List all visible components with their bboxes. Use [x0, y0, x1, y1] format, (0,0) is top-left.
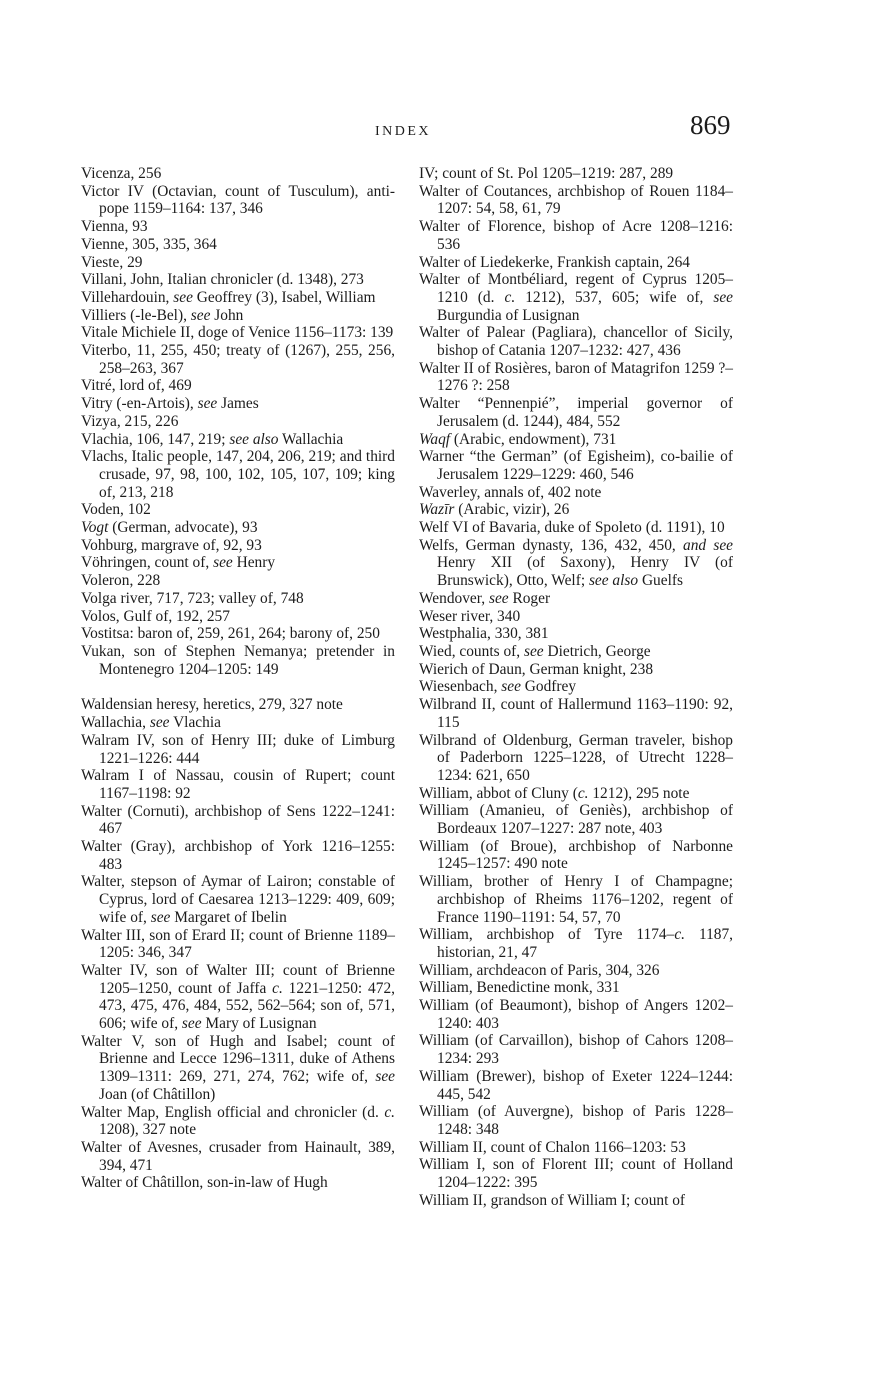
index-entry-text: Vostitsa: baron of, 259, 261, 264; barony of, 250 [81, 625, 380, 643]
index-entry [419, 962, 733, 980]
index-entry-text: Vitale Michiele II, doge of Venice 1156–1173: 139 [81, 324, 394, 342]
index-entry [81, 431, 395, 449]
index-entry [81, 395, 395, 413]
index-entry [81, 413, 395, 431]
index-entry-text: Walter (Gray), archbishop of York 1216–1255: 483 [81, 838, 395, 873]
index-entry [419, 484, 733, 502]
index-entry [81, 1139, 395, 1174]
index-entry-text: Walter, stepson of Aymar of Lairon; constable of Cyprus, lord of Caesarea 1213–1229: 409, 609; wife of, [81, 873, 395, 926]
index-entry [419, 1068, 733, 1103]
index-entry-italic-text: c. [674, 926, 686, 944]
index-entry-text: Wendover, [419, 589, 489, 607]
index-entry [419, 431, 733, 449]
index-column-right [419, 165, 733, 1209]
index-entry [81, 1033, 395, 1104]
index-entry [81, 289, 395, 307]
index-entry-text: Viterbo, 11, 255, 450; treaty of (1267), 255, 256, 258–263, 367 [81, 342, 395, 377]
index-entry-italic-text: see [149, 714, 170, 732]
index-entry [81, 236, 395, 254]
index-entry [419, 997, 733, 1032]
index-entry [419, 785, 733, 803]
index-entry-text: Roger [508, 589, 551, 607]
index-entry-text: William I, son of Florent III; count of Holland 1204–1222: 395 [419, 1156, 733, 1192]
index-entry-text: William (of Carvaillon), bishop of Cahors 1208–1234: 293 [419, 1032, 733, 1068]
index-entry-text: Villani, John, Italian chronicler (d. 1348), 273 [81, 271, 364, 289]
index-entry [81, 271, 395, 289]
index-entry [81, 254, 395, 272]
index-entry [419, 183, 733, 218]
index-entry [81, 590, 395, 608]
index-entry-text: 1212), 295 note [588, 784, 690, 802]
index-entry [81, 767, 395, 802]
index-entry-text: William, archbishop of Tyre 1174– [419, 926, 675, 944]
index-entry-text: William, archdeacon of Paris, 304, 326 [419, 961, 660, 979]
index-entry [81, 714, 395, 732]
index-entry [81, 572, 395, 590]
index-entry-text: Waldensian heresy, heretics, 279, 327 note [81, 696, 343, 714]
index-entry-text: Geoffrey (3), Isabel, William [192, 288, 376, 306]
index-entry-text: Waverley, annals of, 402 note [419, 483, 602, 501]
index-entry-italic-text: see [523, 642, 544, 660]
index-entry-text: Westphalia, 330, 381 [419, 625, 549, 643]
index-entry-text: Henry [232, 554, 276, 572]
index-entry-text: Volos, Gulf of, 192, 257 [81, 607, 230, 625]
index-entry-text: Vlachia [169, 714, 221, 732]
index-entry-text: William II, count of Chalon 1166–1203: 53 [419, 1138, 686, 1156]
index-entry-text: Wilbrand II, count of Hallermund 1163–1190: 92, 115 [419, 696, 733, 731]
index-entry-italic-text: see [501, 678, 521, 696]
index-entry-text: Vizya, 215, 226 [81, 412, 179, 430]
index-entry-text: Weser river, 340 [419, 607, 521, 625]
index-entry-text: William (Amanieu, of Geniès), archbishop of Bordeaux 1207–1227: 287 note, 403 [419, 802, 733, 838]
index-entry-text: Vlachia, 106, 147, 219; [81, 430, 230, 448]
index-entry [81, 608, 395, 626]
index-entry [419, 696, 733, 731]
index-entry-italic-text: c. [577, 784, 589, 802]
index-entry [419, 979, 733, 997]
index-entry-text: Welf VI of Bavaria, duke of Spoleto (d. 1191), 10 [419, 519, 725, 537]
index-entry [419, 1032, 733, 1067]
index-entry [81, 537, 395, 555]
index-entry-text: Walter of Palear (Pagliara), chancellor of Sicily, bishop of Catania 1207–1232: 427, 436 [419, 324, 733, 360]
index-entry-text: Vienne, 305, 335, 364 [81, 235, 217, 253]
index-entry [419, 678, 733, 696]
index-entry [419, 395, 733, 430]
index-entry-italic-text: see [213, 554, 233, 572]
index-entry-text: Vohburg, margrave of, 92, 93 [81, 536, 262, 554]
index-entry-text: Walter of Avesnes, crusader from Hainault, 389, 394, 471 [81, 1138, 395, 1174]
index-entry-text: Vitré, lord of, 469 [81, 377, 192, 395]
index-entry-text: William II, grandson of William I; count of [419, 1191, 686, 1209]
index-entry [419, 360, 733, 395]
index-entry-text: Walter of Liedekerke, Frankish captain, 264 [419, 253, 690, 271]
index-entry [419, 271, 733, 324]
index-entry-text: Wilbrand of Oldenburg, German traveler, bishop of Paderborn 1225–1228, of Utrecht 1228–1234: 621, 650 [419, 731, 733, 784]
index-entry-text: Burgundia of Lusignan [437, 306, 580, 324]
index-entry-text: William, abbot of Cluny ( [419, 784, 578, 802]
index-entry [419, 838, 733, 873]
index-entry-italic-text: see [713, 288, 733, 306]
index-entry-text: Walter (Cornuti), archbishop of Sens 1222–1241: 467 [81, 802, 395, 838]
index-entry-text: 1208), 327 note [99, 1121, 197, 1139]
index-entry [81, 873, 395, 926]
index-entry [81, 324, 395, 342]
index-entry [81, 803, 395, 838]
index-entry [81, 962, 395, 1033]
index-entry-italic-text: see [173, 288, 193, 306]
index-entry [81, 696, 395, 714]
index-entry [81, 927, 395, 962]
index-entry-italic-text: Waqf [419, 430, 451, 448]
index-entry [419, 625, 733, 643]
index-entry [419, 537, 733, 590]
index-entry [419, 165, 733, 183]
index-entry-text: Wallachia, [81, 714, 150, 732]
index-entry-text: Vöhringen, count of, [81, 554, 214, 572]
index-entry-text: Walter “Pennenpié”, imperial governor of Jerusalem (d. 1244), 484, 552 [419, 395, 733, 430]
index-entry-text: William, brother of Henry I of Champagne; archbishop of Rheims 1176–1202, regent of France 1190–1191: 54, 57, 70 [419, 873, 733, 926]
index-entry-italic-text: c. [384, 1103, 395, 1121]
index-entry [419, 501, 733, 519]
index-entry-text: Vienna, 93 [81, 218, 148, 236]
index-entry [419, 608, 733, 626]
index-entry-text: William (of Broue), archbishop of Narbonne 1245–1257: 490 note [419, 837, 733, 873]
index-entry-text: Voleron, 228 [81, 572, 161, 590]
index-entry-text: Wallachia [278, 430, 344, 448]
index-entry-text: IV; count of St. Pol 1205–1219: 287, 289 [419, 165, 674, 182]
index-entry-text: Henry XII (of Saxony), Henry IV (of Brunswick), Otto, Welf; [437, 554, 733, 590]
index-entry-text: Victor IV (Octavian, count of Tusculum), anti-pope 1159–1164: 137, 346 [81, 182, 395, 218]
index-entry-text: 1187, historian, 21, 47 [437, 926, 733, 961]
index-entry-text: Walter of Florence, bishop of Acre 1208–1216: 536 [419, 218, 733, 253]
index-entry [81, 377, 395, 395]
index-entry [81, 307, 395, 325]
index-entry-italic-text: c. [272, 979, 283, 997]
index-entry [419, 661, 733, 679]
index-entry-italic-text: see [375, 1068, 395, 1086]
index-entry-text: Godfrey [520, 678, 577, 696]
index-entry-text: Wied, counts of, [419, 642, 524, 660]
index-entry [81, 218, 395, 236]
index-entry-text: Welfs, German dynasty, 136, 432, 450, [419, 536, 683, 554]
index-entry-italic-text: see [190, 306, 211, 324]
index-entry [419, 643, 733, 661]
index-entry-text: (German, advocate), 93 [108, 519, 258, 537]
index-entry-text: Walter Map, English official and chronicler (d. [81, 1103, 385, 1121]
index-entry-text: Margaret of Ibelin [170, 908, 287, 926]
index-entry-text: Vitry (-en-Artois), [81, 395, 198, 413]
index-entry [81, 643, 395, 678]
running-head: INDEX [375, 124, 432, 139]
index-entry [419, 218, 733, 253]
index-entry [81, 342, 395, 377]
index-entry [419, 519, 733, 537]
index-entry-text: James [217, 395, 259, 413]
index-entry [81, 183, 395, 218]
index-entry-text: Wiesenbach, [419, 678, 502, 696]
index-entry-text: Walter IV, son of Walter III; count of Brienne 1205–1250, count of Jaffa [81, 961, 395, 997]
index-entry-text: John [210, 306, 244, 324]
index-entry [419, 324, 733, 359]
page-number: 869 [690, 110, 731, 140]
index-entry-text: Wierich of Daun, German knight, 238 [419, 660, 654, 678]
index-entry-text: William (Brewer), bishop of Exeter 1224–1244: 445, 542 [419, 1067, 733, 1103]
index-entry-text: Guelfs [638, 572, 683, 590]
letter-section-gap [81, 678, 395, 696]
index-entry-text: Walter III, son of Erard II; count of Brienne 1189–1205: 346, 347 [81, 926, 395, 962]
index-entry [81, 519, 395, 537]
index-entry-text: Villiers (-le-Bel), [81, 306, 191, 324]
index-entry [419, 590, 733, 608]
index-entry-text: Dietrich, George [543, 642, 651, 660]
index-entry-italic-text: see [488, 589, 509, 607]
index-entry-text: (Arabic, vizir), 26 [454, 501, 570, 519]
index-entry-text: Walter of Coutances, archbishop of Rouen 1184–1207: 54, 58, 61, 79 [419, 182, 733, 218]
index-column-left [81, 165, 395, 1192]
index-entry-text: Volga river, 717, 723; valley of, 748 [81, 589, 304, 607]
index-entry [81, 1104, 395, 1139]
index-entry [81, 1174, 395, 1192]
index-entry [419, 1192, 733, 1210]
index-entry [419, 732, 733, 785]
index-entry-italic-text: see [150, 908, 171, 926]
index-entry [81, 732, 395, 767]
index-entry [81, 165, 395, 183]
index-entry-text: Walram IV, son of Henry III; duke of Limburg 1221–1226: 444 [81, 731, 395, 767]
index-entry-italic-text: c. [504, 288, 516, 306]
index-entry-text: William (of Auvergne), bishop of Paris 1228–1248: 348 [419, 1103, 733, 1138]
index-entry [419, 1103, 733, 1138]
index-entry-text: Vicenza, 256 [81, 165, 162, 182]
index-entry-italic-text: see also [229, 430, 279, 448]
index-entry-text: 1221–1250: 472, 473, 475, 476, 484, 552, 562–564; son of, 571, 606; wife of, [99, 979, 395, 1033]
index-entry-text: Walter of Montbéliard, regent of Cyprus 1205–1210 (d. [419, 271, 733, 306]
index-entry-text: 1212), 537, 605; wife of, [515, 288, 714, 306]
index-entry-text: Mary of Lusignan [201, 1015, 317, 1033]
index-entry-text: Walter II of Rosières, baron of Matagrifon 1259 ?–1276 ?: 258 [419, 359, 733, 395]
index-entry-text: (Arabic, endowment), 731 [450, 430, 617, 448]
index-entry-text: Vlachs, Italic people, 147, 204, 206, 219; and third crusade, 97, 98, 100, 102, 105, 107, 109; king of, 213, 218 [81, 448, 395, 501]
index-entry [81, 501, 395, 519]
index-entry [419, 1139, 733, 1157]
index-entry [81, 838, 395, 873]
index-entry [81, 625, 395, 643]
index-entry-text: Warner “the German” (of Egisheim), co-bailie of Jerusalem 1229–1229: 460, 546 [419, 448, 733, 483]
index-entry [81, 448, 395, 501]
index-entry [419, 1156, 733, 1191]
index-entry-text: Walter of Châtillon, son-in-law of Hugh [81, 1174, 328, 1192]
index-entry-text: William (of Beaumont), bishop of Angers 1202–1240: 403 [419, 997, 733, 1032]
index-entry-italic-text: Vogt [81, 519, 109, 537]
index-entry-italic-text: Wazīr [419, 501, 455, 519]
index-entry-italic-text: see [181, 1015, 202, 1033]
index-entry-text: Villehardouin, [81, 288, 174, 306]
index-entry-italic-text: and see [683, 536, 733, 554]
index-entry-text: Walter V, son of Hugh and Isabel; count of Brienne and Lecce 1296–1311, duke of Athens 1309–1311: 269, 271, 274, 762; wife of, [81, 1032, 395, 1086]
index-entry [419, 448, 733, 483]
index-entry-text: Joan (of Châtillon) [99, 1085, 216, 1103]
index-entry-text: William, Benedictine monk, 331 [419, 979, 620, 997]
index-entry [419, 873, 733, 926]
index-entry-text: Walram I of Nassau, cousin of Rupert; count 1167–1198: 92 [81, 767, 395, 802]
index-entry [419, 802, 733, 837]
index-entry [419, 254, 733, 272]
index-entry-text: Voden, 102 [81, 501, 151, 519]
index-entry-text: Vukan, son of Stephen Nemanya; pretender in Montenegro 1204–1205: 149 [81, 642, 395, 678]
index-entry-text: Vieste, 29 [81, 253, 143, 271]
index-entry [419, 926, 733, 961]
index-entry [81, 554, 395, 572]
index-entry-italic-text: see also [588, 572, 639, 590]
index-entry-italic-text: see [197, 395, 218, 413]
